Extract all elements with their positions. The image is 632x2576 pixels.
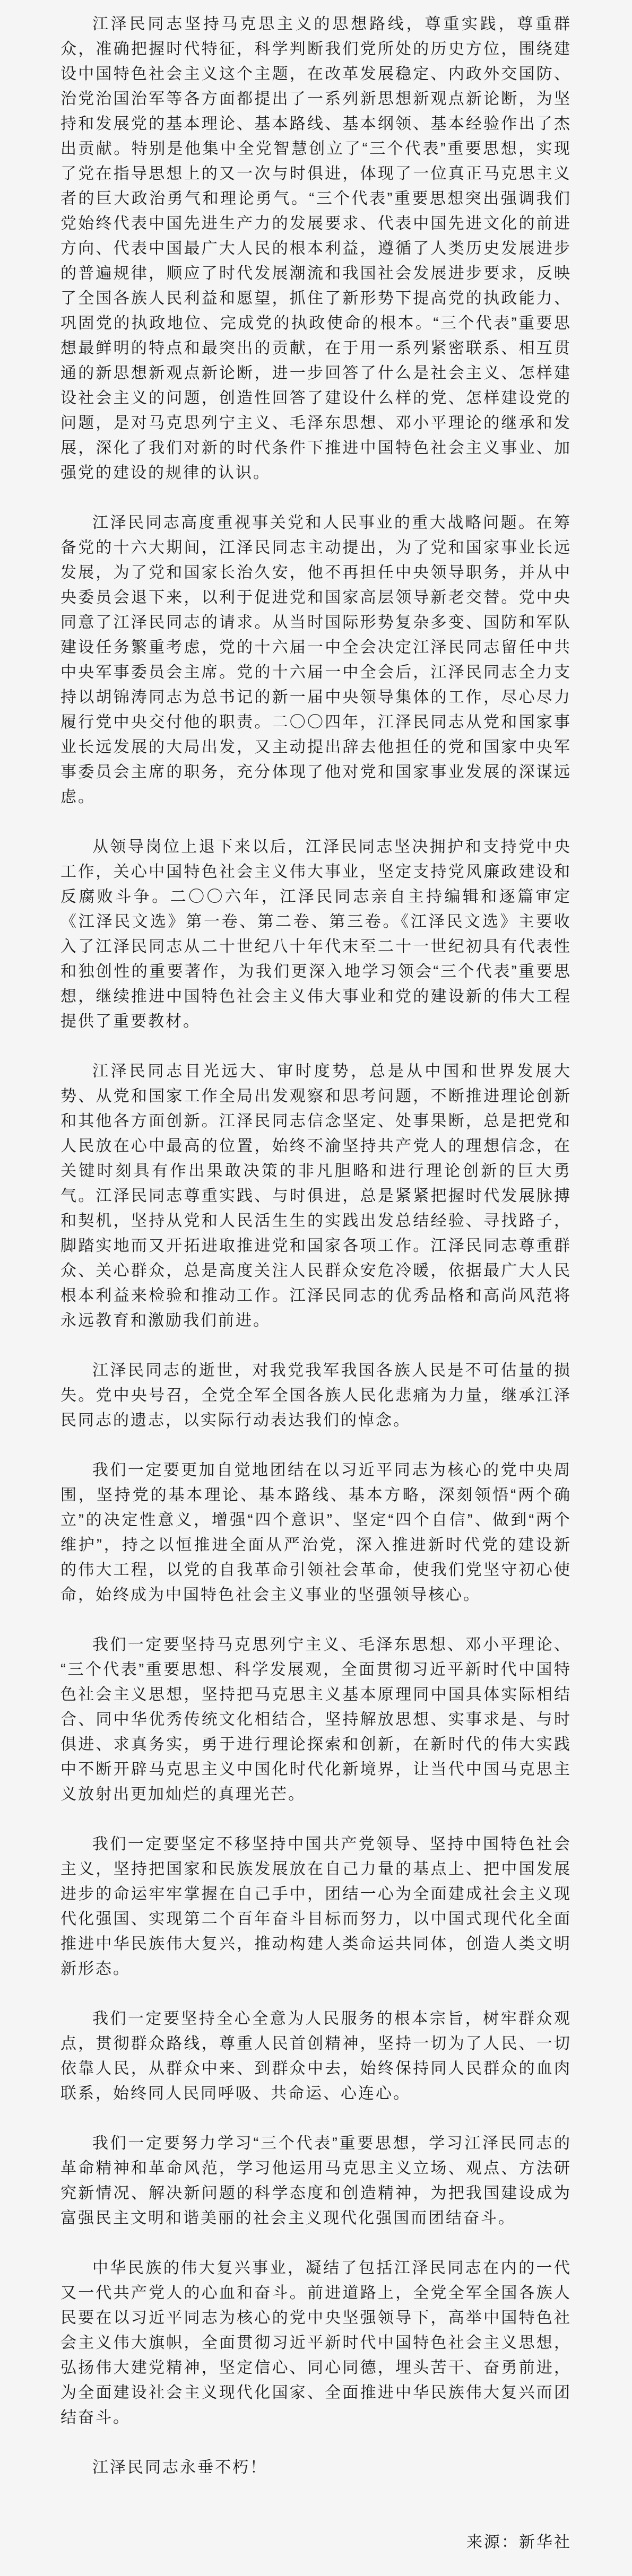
article-paragraph: 我们一定要更加自觉地团结在以习近平同志为核心的党中央周围，坚持党的基本理论、基本路线、基本方略，深刻领悟“两个确立”的决定性意义，增强“四个意识”、坚定“四个自信”、做到“两个维护”，持之以恒推进全面从严治党，深入推进新时代党的建设新的伟大工程，以党的自我革命引领社会革命，使我们党坚守初心使命，始终成为中国特色社会主义事业的坚强领导核心。 bbox=[60, 1461, 572, 1604]
article-paragraph: 中华民族的伟大复兴事业，凝结了包括江泽民同志在内的一代又一代共产党人的心血和奋斗。前进道路上，全党全军全国各族人民要在以习近平同志为核心的党中央坚强领导下，高举中国特色社会主义伟大旗帜，全面贯彻习近平新时代中国特色社会主义思想，弘扬伟大建党精神，坚定信心、同心同德，埋头苦干、奋勇前进，为全面建设社会主义现代化国家、全面推进中华民族伟大复兴而团结奋斗。 bbox=[60, 2259, 572, 2426]
closing-line: 江泽民同志永垂不朽！ bbox=[92, 2459, 267, 2476]
article-paragraph: 江泽民同志的逝世，对我党我军我国各族人民是不可估量的损失。党中央号召，全党全军全国各族人民化悲痛为力量，继承江泽民同志的遗志，以实际行动表达我们的悼念。 bbox=[60, 1362, 572, 1429]
article-paragraph: 我们一定要努力学习“三个代表”重要思想，学习江泽民同志的革命精神和革命风范，学习他运用马克思主义立场、观点、方法研究新情况、解决新问题的科学态度和创造精神，为把我国建设成为富强民主文明和谐美丽的社会主义现代化强国而团结奋斗。 bbox=[60, 2135, 572, 2227]
article-paragraph: 从领导岗位上退下来以后，江泽民同志坚决拥护和支持党中央工作，关心中国特色社会主义伟大事业，坚定支持党风廉政建设和反腐败斗争。二〇〇六年，江泽民同志亲自主持编辑和逐篇审定《江泽民文选》第一卷、第二卷、第三卷。《江泽民文选》主要收入了江泽民同志从二十世纪八十年代末至二十一世纪初具有代表性和独创性的重要著作，为我们更深入地学习领会“三个代表”重要思想，继续推进中国特色社会主义伟大事业和党的建设新的伟大工程提供了重要教材。 bbox=[60, 838, 572, 1030]
article-paragraph: 我们一定要坚持马克思列宁主义、毛泽东思想、邓小平理论、“三个代表”重要思想、科学发展观，全面贯彻习近平新时代中国特色社会主义思想，坚持把马克思主义基本原理同中国具体实际相结合、同中华优秀传统文化相结合，坚持解放思想、实事求是、与时俱进、求真务实，勇于进行理论探索和创新，在新时代的伟大实践中不断开辟马克思主义中国化时代化新境界，让当代中国马克思主义放射出更加灿烂的真理光芒。 bbox=[60, 1636, 572, 1803]
source-line: 来源：新华社 bbox=[466, 2534, 572, 2551]
article-body bbox=[60, 12, 572, 2430]
article-paragraph: 江泽民同志高度重视事关党和人民事业的重大战略问题。在筹备党的十六大期间，江泽民同志主动提出，为了党和国家事业长远发展，为了党和国家长治久安，他不再担任中央领导职务，并从中央委员会退下来，以利于促进党和国家高层领导新老交替。党中央同意了江泽民同志的请求。从当时国际形势复杂多变、国防和军队建设任务繁重考虑，党的十六届一中全会决定江泽民同志留任中共中央军事委员会主席。党的十六届一中全会后，江泽民同志全力支持以胡锦涛同志为总书记的新一届中央领导集体的工作，尽心尽力履行党中央交付他的职责。二〇〇四年，江泽民同志从党和国家事业长远发展的大局出发，又主动提出辞去他担任的党和国家中央军事委员会主席的职务，充分体现了他对党和国家事业发展的深谋远虑。 bbox=[60, 514, 572, 806]
article-paragraph: 江泽民同志目光远大、审时度势，总是从中国和世界发展大势、从党和国家工作全局出发观察和思考问题，不断推进理论创新和其他各方面创新。江泽民同志信念坚定、处事果断，总是把党和人民放在心中最高的位置，始终不渝坚持共产党人的理想信念，在关键时刻具有作出果敢决策的非凡胆略和进行理论创新的巨大勇气。江泽民同志尊重实践、与时俱进，总是紧紧把握时代发展脉搏和契机，坚持从党和人民活生生的实践出发总结经验、寻找路子，脚踏实地而又开拓进取推进党和国家各项工作。江泽民同志尊重群众、关心群众，总是高度关注人民群众安危冷暖，依据最广大人民根本利益来检验和推动工作。江泽民同志的优秀品格和高尚风范将永远教育和激励我们前进。 bbox=[60, 1063, 572, 1329]
article-paragraph: 我们一定要坚定不移坚持中国共产党领导、坚持中国特色社会主义，坚持把国家和民族发展放在自己力量的基点上、把中国发展进步的命运牢牢掌握在自己手中，团结一心为全面建成社会主义现代化强国、实现第二个百年奋斗目标而努力，以中国式现代化全面推进中华民族伟大复兴，推动构建人类命运共同体，创造人类文明新形态。 bbox=[60, 1835, 572, 1978]
article-paragraph: 我们一定要坚持全心全意为人民服务的根本宗旨，树牢群众观点，贯彻群众路线，尊重人民首创精神，坚持一切为了人民、一切依靠人民，从群众中来、到群众中去，始终保持同人民群众的血肉联系，始终同人民同呼吸、共命运、心连心。 bbox=[60, 2010, 572, 2102]
article-paragraph: 江泽民同志坚持马克思主义的思想路线，尊重实践，尊重群众，准确把握时代特征，科学判断我们党所处的历史方位，围绕建设中国特色社会主义这个主题，在改革发展稳定、内政外交国防、治党治国治军等各方面都提出了一系列新思想新观点新论断，为坚持和发展党的基本理论、基本路线、基本纲领、基本经验作出了杰出贡献。特别是他集中全党智慧创立了“三个代表”重要思想，实现了党在指导思想上的又一次与时俱进，体现了一位真正马克思主义者的巨大政治勇气和理论勇气。“三个代表”重要思想突出强调我们党始终代表中国先进生产力的发展要求、代表中国先进文化的前进方向、代表中国最广大人民的根本利益，遵循了人类历史发展进步的普遍规律，顺应了时代发展潮流和我国社会发展进步要求，反映了全国各族人民利益和愿望，抓住了新形势下提高党的执政能力、巩固党的执政地位、完成党的执政使命的根本。“三个代表”重要思想最鲜明的特点和最突出的贡献，在于用一系列紧密联系、相互贯通的新思想新观点新论断，进一步回答了什么是社会主义、怎样建设社会主义的问题，创造性回答了建设什么样的党、怎样建设党的问题，是对马克思列宁主义、毛泽东思想、邓小平理论的继承和发展，深化了我们对新的时代条件下推进中国特色社会主义事业、加强党的建设的规律的认识。 bbox=[60, 15, 572, 482]
